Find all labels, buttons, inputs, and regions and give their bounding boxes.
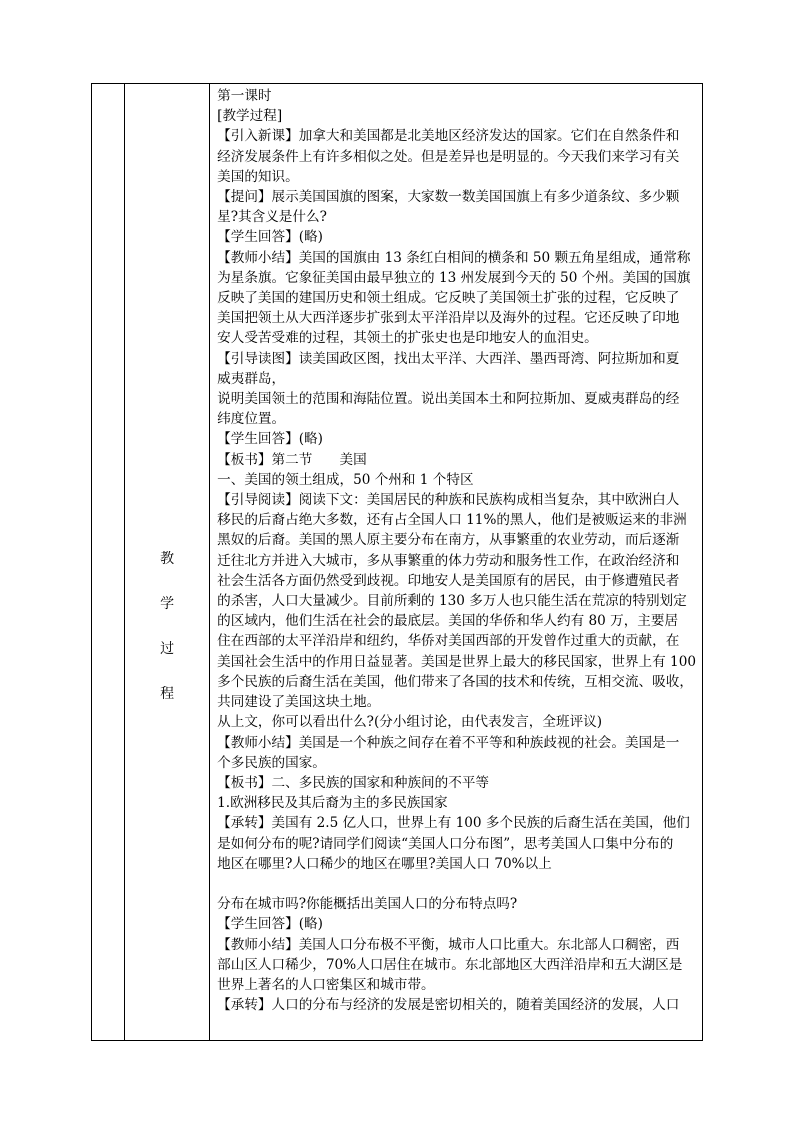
text-line: 【引入新课】加拿大和美国都是北美地区经济发达的国家。它们在自然条件和 [217, 128, 680, 145]
text-line: 的区域内，他们生活在社会的最底层。美国的华侨和华人约有 80 万，主要居 [217, 613, 679, 630]
text-line: 地区在哪里?人口稀少的地区在哪里?美国人口 70%以上 [217, 855, 552, 872]
text-line: 个多民族的国家。 [217, 754, 326, 771]
section-label [125, 552, 209, 732]
section-label-char: 教 [160, 551, 175, 567]
text-line: 迁往北方并进入大城市，多从事繁重的体力劳动和服务性工作，在政治经济和 [217, 552, 680, 569]
text-line: 说明美国领土的范围和海陆位置。说出美国本土和阿拉斯加、夏威夷群岛的经 [217, 391, 680, 408]
section-label-char: 程 [160, 686, 175, 702]
text-line: 1.欧洲移民及其后裔为主的多民族国家 [217, 795, 448, 812]
text-line: 住在西部的太平洋沿岸和纽约，华侨对美国西部的开发曾作过重大的贡献，在 [217, 633, 680, 650]
text-line: 美国把领土从大西洋逐步扩张到太平洋沿岸以及海外的过程。它还反映了印地 [217, 310, 680, 327]
text-line: 是如何分布的呢?请同学们阅读“美国人口分布图”，思考美国人口集中分布的 [217, 835, 674, 852]
text-line: 【承转】美国有 2.5 亿人口，世界上有 100 多个民族的后裔生活在美国，他们 [217, 815, 690, 832]
text-line: 美国社会生活中的作用日益显著。美国是世界上最大的移民国家，世界上有 100 [217, 653, 696, 670]
text-line: 【提问】展示美国国旗的图案，大家数一数美国国旗上有多少道条纹、多少颗 [217, 189, 680, 206]
text-line: 的杀害，人口大量减少。目前所剩的 130 多万人也只能生活在荒凉的特别划定 [217, 593, 687, 610]
text-line: 【引导读图】读美国政区图，找出太平洋、大西洋、墨西哥湾、阿拉斯加和夏 [217, 350, 680, 367]
text-line: 【学生回答】(略) [217, 916, 323, 933]
lesson-content-cell [210, 84, 702, 1040]
text-line: 美国的知识。 [217, 168, 299, 185]
text-line: 反映了美国的建国历史和领土组成。它反映了美国领土扩张的过程，它反映了 [217, 290, 680, 307]
text-line: 星?其含义是什么? [217, 209, 327, 226]
text-line: [教学过程] [217, 108, 283, 125]
text-line: 共同建设了美国这块土地。 [217, 694, 381, 711]
text-line: 【承转】人口的分布与经济的发展是密切相关的，随着美国经济的发展，人口 [217, 997, 680, 1014]
text-line: 【教师小结】美国人口分布极不平衡，城市人口比重大。东北部人口稠密，西 [217, 936, 680, 953]
text-line: 为星条旗。它象征美国由最早独立的 13 州发展到今天的 50 个州。美国的国旗 [217, 269, 691, 286]
text-line: 黑奴的后裔。美国的黑人原主要分布在南方，从事繁重的农业劳动，而后逐渐 [217, 532, 680, 549]
section-label-char: 过 [160, 641, 175, 657]
blank-line [217, 874, 696, 894]
section-label-char: 学 [160, 596, 175, 612]
text-line: 【板书】二、多民族的国家和种族间的不平等 [217, 774, 490, 791]
text-line: 多个民族的后裔生活在美国，他们带来了各国的技术和传统，互相交流、吸收， [217, 673, 693, 690]
section-label-cell [125, 84, 210, 1040]
text-line: 移民的后裔占绝大多数，还有占全国人口 11%的黑人，他们是被贩运来的非洲 [217, 512, 687, 529]
text-line: 安人受苦受难的过程，其领土的扩张史也是印地安人的血泪史。 [217, 330, 598, 347]
blank-column [92, 84, 125, 1040]
text-line: 【学生回答】(略) [217, 431, 323, 448]
text-line: 社会生活各方面仍然受到歧视。印地安人是美国原有的居民，由于修遭殖民者 [217, 572, 680, 589]
text-line: 经济发展条件上有许多相似之处。但是差异也是明显的。今天我们来学习有关 [217, 148, 680, 165]
text-line: 第一课时 [217, 88, 272, 104]
text-line: 【教师小结】美国的国旗由 13 条红白相间的横条和 50 颗五角星组成，通常称 [217, 249, 691, 266]
text-line: 分布在城市吗?你能概括出美国人口的分布特点吗? [217, 896, 518, 913]
text-line: 世界上著名的人口密集区和城市带。 [217, 976, 435, 993]
text-line: 【引导阅读】阅读下文：美国居民的种族和民族构成相当复杂，其中欧洲白人 [217, 492, 680, 509]
text-line: 从上文，你可以看出什么?(分小组讨论，由代表发言，全班评议) [217, 714, 603, 731]
text-line: 纬度位置。 [217, 411, 286, 428]
text-line: 【教师小结】美国是一个种族之间存在着不平等和种族歧视的社会。美国是一 [217, 734, 680, 751]
text-line: 部山区人口稀少，70%人口居住在城市。东北部地区大西洋沿岸和五大湖区是 [217, 956, 683, 973]
text-line: 威夷群岛， [217, 370, 286, 387]
text-line: 【学生回答】(略) [217, 229, 323, 246]
lesson-plan-table [91, 83, 703, 1041]
text-line: 一、美国的领土组成，50 个州和 1 个特区 [217, 471, 474, 488]
text-line: 【板书】第二节 美国 [217, 451, 367, 468]
